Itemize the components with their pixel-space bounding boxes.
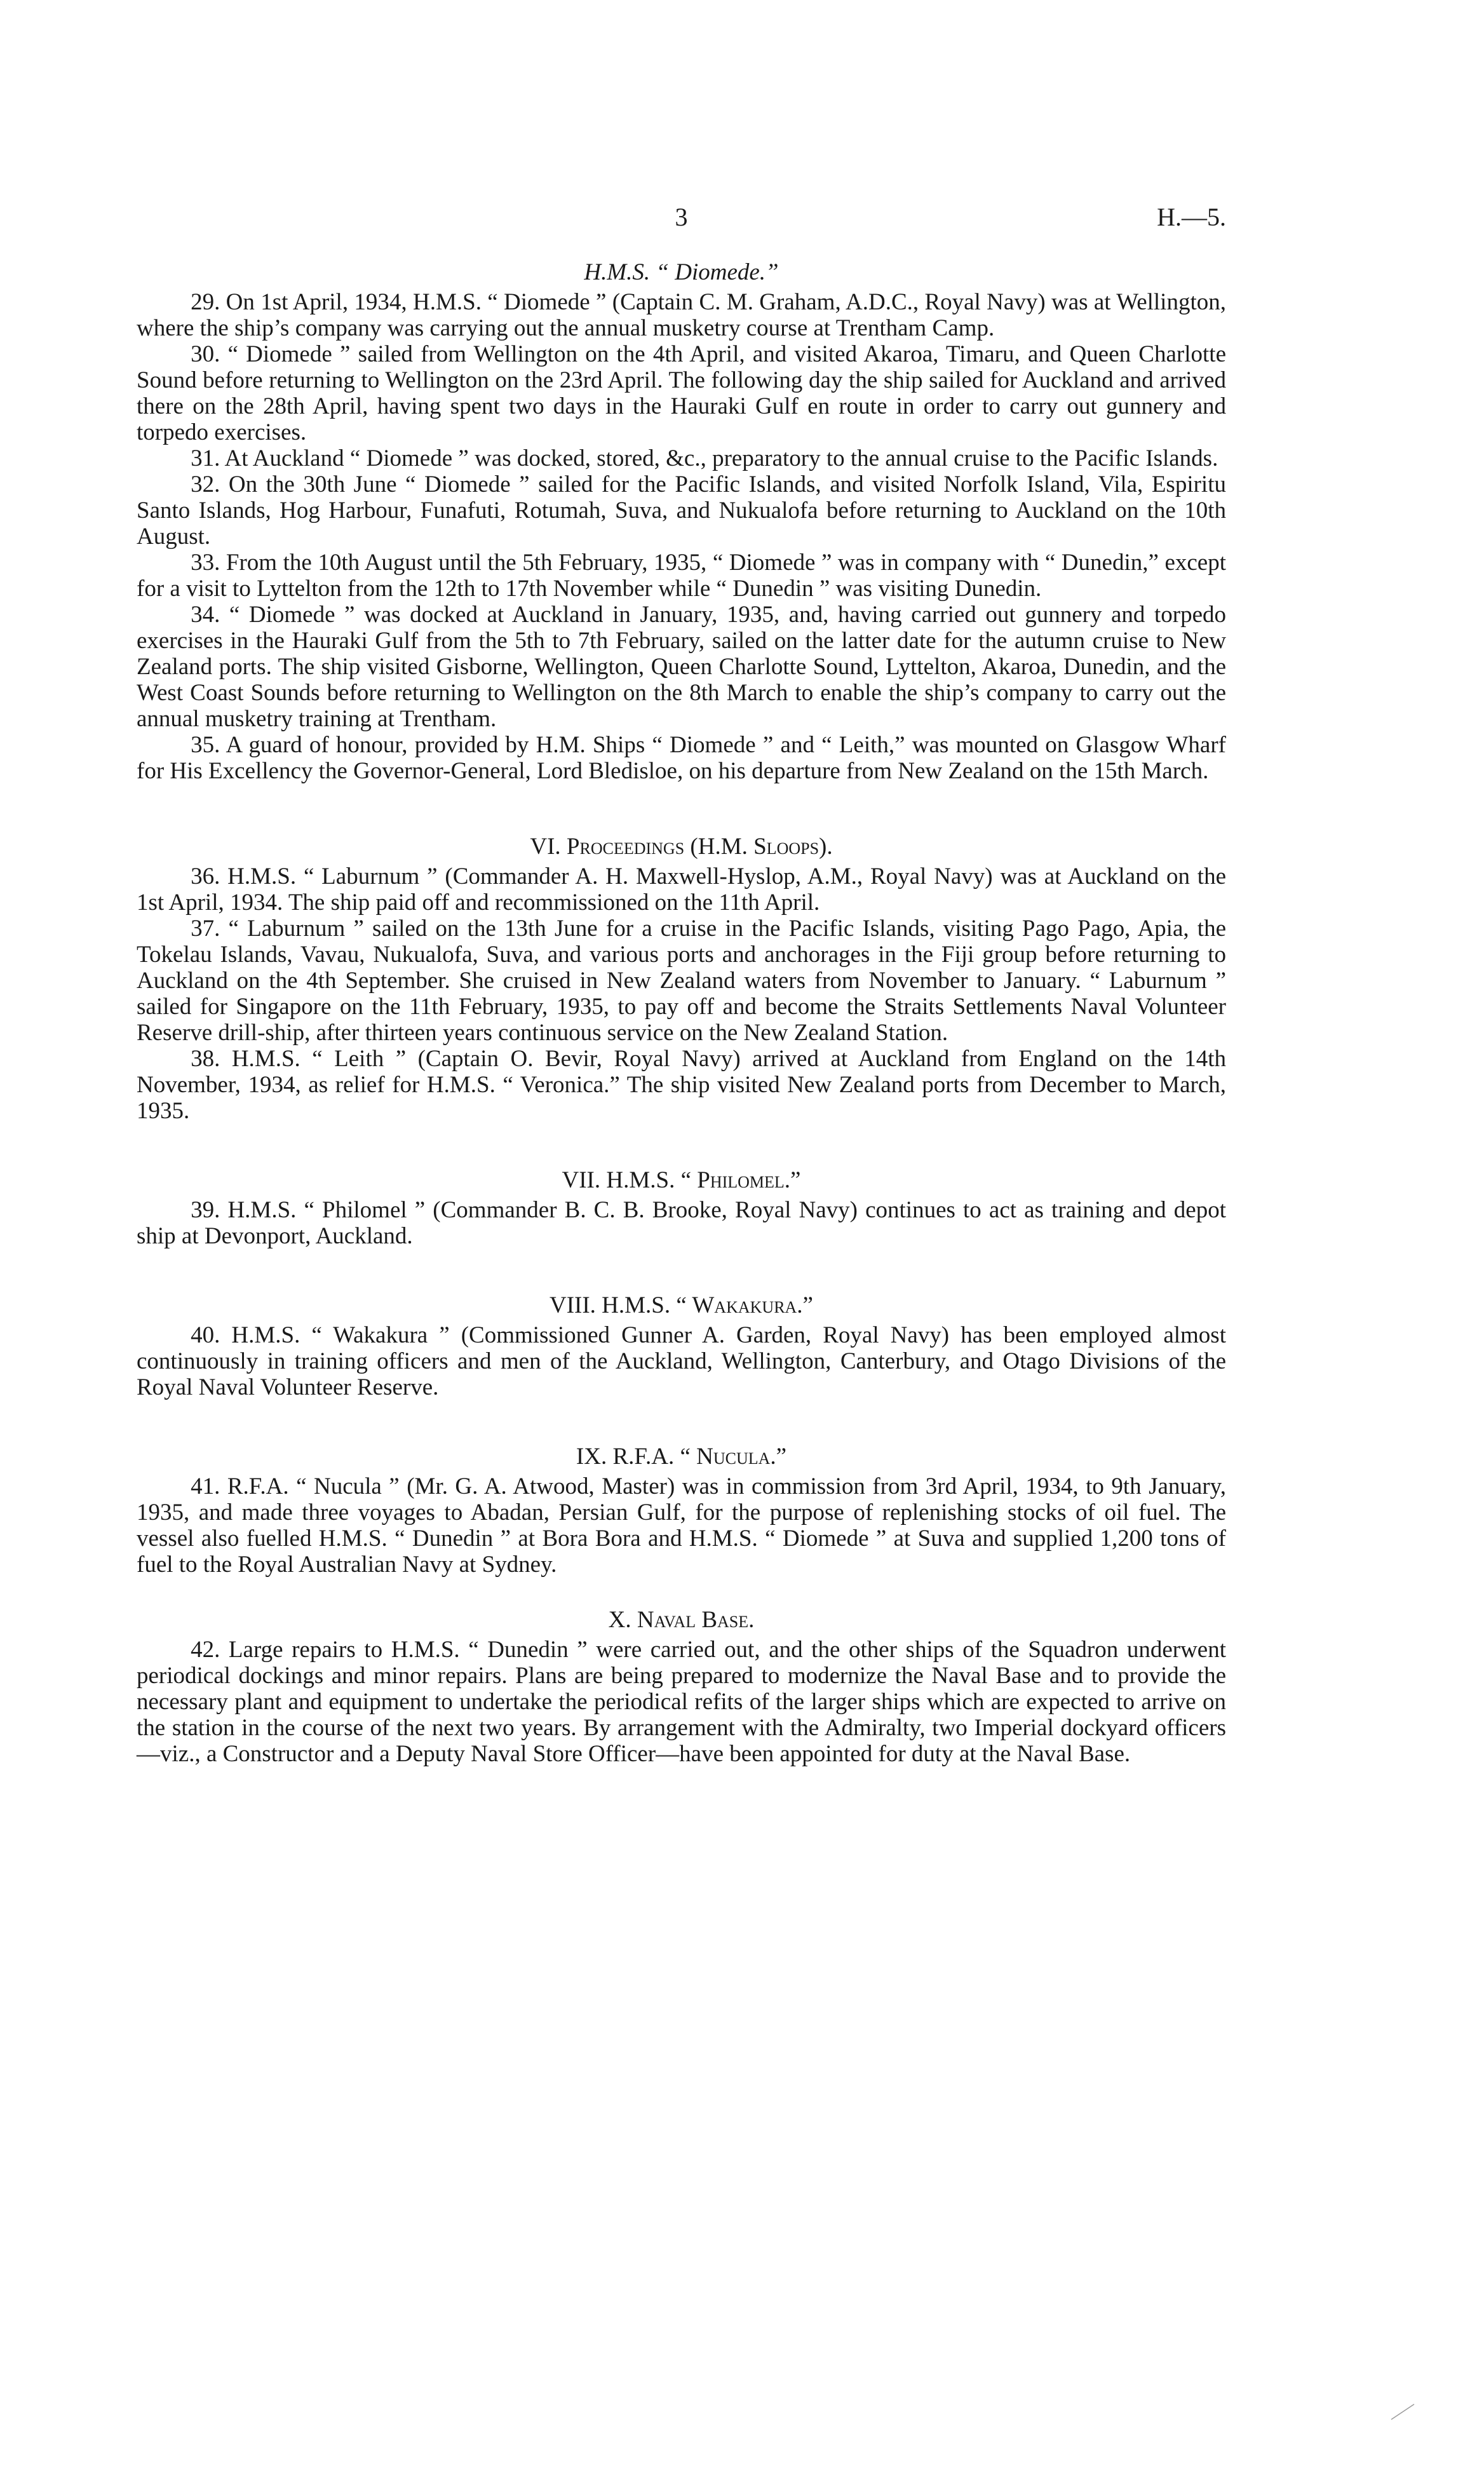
document-reference: H.—5. (1157, 203, 1226, 231)
paragraph-34: 34. “ Diomede ” was docked at Auckland in January, 1935, and, having carried out gunnery and torpedo exercises in the Hauraki Gulf from the 5th to 7th February, sailed on the latter date for the autumn cruise to New Zealand ports. The ship visited Gisborne, Wellington, Queen Charlotte Sound, Lyttelton, Akaroa, Dunedin, and the West Coast Sounds before returning to Wellington on the 8th March to enable the ship’s company to carry out the annual musketry training at Trentham. (137, 602, 1226, 732)
paragraph-42: 42. Large repairs to H.M.S. “ Dunedin ” were carried out, and the other ships of the Squadron underwent periodical dockings and minor repairs. Plans are being prepared to modernize the Naval Base and to provide the necessary plant and equipment to undertake the periodical refits of the larger ships which are expected to arrive on the station in the course of the next two years. By arrangement with the Admiralty, two Imperial dockyard officers—viz., a Constructor and a Deputy Naval Store Officer—have been appointed for duty at the Naval Base. (137, 1637, 1226, 1767)
section-heading-naval-base: X. Naval Base. (608, 1607, 755, 1633)
paragraph-32: 32. On the 30th June “ Diomede ” sailed for the Pacific Islands, and visited Norfolk Island, Vila, Espiritu Santo Islands, Hog Harbour, Funafuti, Rotumah, Suva, and Nukualofa before returning to Auckland on the 10th August. (137, 471, 1226, 550)
section-heading-diomede: H.M.S. “ Diomede.” (584, 259, 779, 285)
pencil-mark (1390, 2402, 1415, 2421)
section-spacer (137, 784, 1226, 834)
paragraph-30: 30. “ Diomede ” sailed from Wellington on the 4th April, and visited Akaroa, Timaru, and Queen Charlotte Sound before returning to Wellington on the 23rd April. The following day the ship sailed for Auckland and arrived there on the 28th April, having spent two days in the Hauraki Gulf en route in order to carry out gunnery and torpedo exercises. (137, 341, 1226, 445)
paragraph-29: 29. On 1st April, 1934, H.M.S. “ Diomede ” (Captain C. M. Graham, A.D.C., Royal Navy) was at Wellington, where the ship’s company was carrying out the annual musketry course at Trentham Camp. (137, 289, 1226, 341)
page-header (137, 202, 1226, 240)
paragraph-36: 36. H.M.S. “ Laburnum ” (Commander A. H. Maxwell-Hyslop, A.M., Royal Navy) was at Auckland on the 1st April, 1934. The ship paid off and recommissioned on the 11th April. (137, 863, 1226, 916)
paragraph-37: 37. “ Laburnum ” sailed on the 13th June for a cruise in the Pacific Islands, visiting Pago Pago, Apia, the Tokelau Islands, Vavau, Nukualofa, Suva, and various ports and anchorages in the Fiji group before returning to Auckland on the 4th September. She cruised in New Zealand waters from November to January. “ Laburnum ” sailed for Singapore on the 11th February, 1935, to pay off and become the Straits Settlements Naval Volunteer Reserve drill-ship, after thirteen years continuous service on the New Zealand Station. (137, 916, 1226, 1046)
section-heading-philomel: VII. H.M.S. “ Philomel.” (562, 1167, 801, 1193)
paragraph-40: 40. H.M.S. “ Wakakura ” (Commissioned Gunner A. Garden, Royal Navy) has been employed almost continuously in training officers and men of the Auckland, Wellington, Canterbury, and Otago Divisions of the Royal Naval Volunteer Reserve. (137, 1322, 1226, 1400)
section-spacer (137, 1124, 1226, 1167)
section-heading-wakakura: VIII. H.M.S. “ Wakakura.” (550, 1292, 813, 1318)
document-page (137, 0, 1226, 2490)
paragraph-41: 41. R.F.A. “ Nucula ” (Mr. G. A. Atwood, Master) was in commission from 3rd April, 1934, to 9th January, 1935, and made three voyages to Abadan, Persian Gulf, for the purpose of replenishing stocks of oil fuel. The vessel also fuelled H.M.S. “ Dunedin ” at Bora Bora and H.M.S. “ Diomede ” at Suva and supplied 1,200 tons of fuel to the Royal Australian Navy at Sydney. (137, 1473, 1226, 1578)
section-heading-proceedings: VI. Proceedings (H.M. Sloops). (530, 834, 833, 860)
section-spacer (137, 1400, 1226, 1444)
section-spacer (137, 1578, 1226, 1607)
paragraph-39: 39. H.M.S. “ Philomel ” (Commander B. C. B. Brooke, Royal Navy) continues to act as training and depot ship at Devonport, Auckland. (137, 1197, 1226, 1249)
document-body (137, 259, 1226, 1767)
section-spacer (137, 1249, 1226, 1292)
paragraph-31: 31. At Auckland “ Diomede ” was docked, stored, &c., preparatory to the annual cruise to the Pacific Islands. (191, 445, 1218, 471)
paragraph-33: 33. From the 10th August until the 5th February, 1935, “ Diomede ” was in company with “ Dunedin,” except for a visit to Lyttelton from the 12th to 17th November while “ Dunedin ” was visiting Dunedin. (137, 550, 1226, 602)
page-number: 3 (675, 203, 688, 231)
section-heading-nucula: IX. R.F.A. “ Nucula.” (576, 1444, 787, 1470)
paragraph-38: 38. H.M.S. “ Leith ” (Captain O. Bevir, Royal Navy) arrived at Auckland from England on the 14th November, 1934, as relief for H.M.S. “ Veronica.” The ship visited New Zealand ports from December to March, 1935. (137, 1046, 1226, 1124)
paragraph-35: 35. A guard of honour, provided by H.M. Ships “ Diomede ” and “ Leith,” was mounted on Glasgow Wharf for His Excellency the Governor-General, Lord Bledisloe, on his departure from New Zealand on the 15th March. (137, 732, 1226, 784)
